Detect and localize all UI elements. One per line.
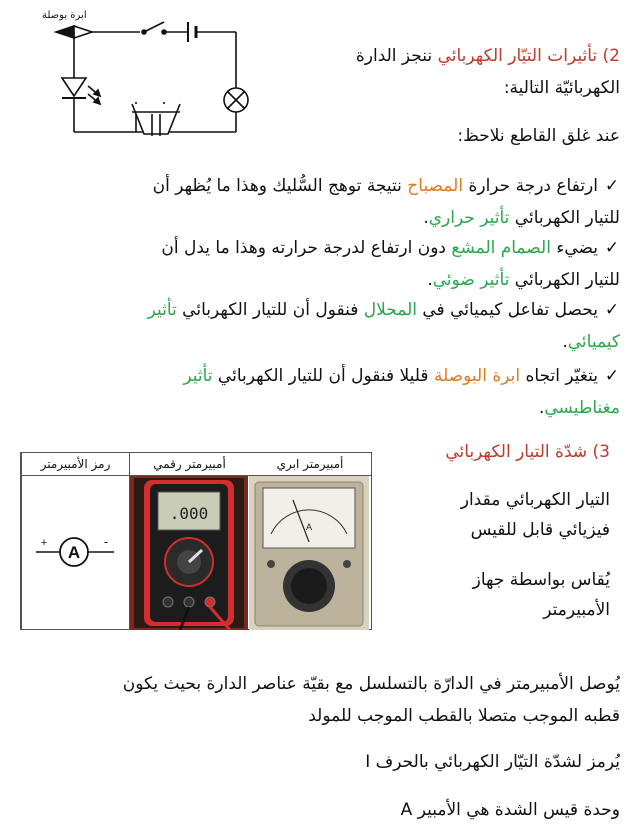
section2-title: تأثيرات التيّار الكهربائي	[437, 46, 598, 66]
list-item-cont: مغناطيسي.	[538, 398, 620, 418]
battery-icon	[188, 22, 196, 42]
ammeter-symbol-icon	[22, 476, 128, 630]
desc-line: يُقاس بواسطة جهاز	[472, 570, 610, 590]
table-header: رمز الأمبيرمتر	[22, 453, 129, 476]
electrolyzer-icon	[132, 102, 180, 136]
list-item: ✓يحصل تفاعل كيميائي في المحلال فنقول أن للتيار الكهربائي تأثير	[147, 300, 620, 320]
desc-line: فيزيائي قابل للقيس	[470, 520, 610, 540]
symbol-minus: -	[103, 534, 109, 549]
desc-line: التيار الكهربائي مقدار	[460, 490, 610, 510]
switch-icon	[142, 22, 166, 34]
column-symbol	[21, 453, 129, 629]
list-item-cont: كيميائي.	[562, 332, 620, 352]
table-header: أمبيرمتر ابري	[249, 453, 371, 476]
compass-label: ابرة بوصلة	[42, 10, 87, 21]
section2-number: 2)	[602, 46, 620, 66]
led-icon	[62, 78, 100, 104]
section2-heading	[280, 44, 620, 68]
symbol-plus: +	[40, 537, 48, 549]
list-item: ✓يضيء الصمام المشع دون ارتفاع لدرجة حرارته وهذا ما يدل أن	[161, 238, 620, 258]
list-item: ✓ارتفاع درجة حرارة المصباح نتيجة توهج السُّليك وهذا ما يُظهر أن	[152, 176, 620, 196]
check-icon: ✓	[604, 176, 620, 196]
paragraph: قطبه الموجب متصلا بالقطب الموجب للمولد	[308, 706, 620, 726]
section2-intro: عند غلق القاطع نلاحظ:	[457, 126, 620, 146]
circuit-diagram	[40, 8, 262, 140]
paragraph: يُوصل الأمبيرمتر في الدارّة بالتسلسل مع بقيّة عناصر الدارة بحيث يكون	[122, 674, 620, 694]
table-header: أمبيرمتر رقمي	[130, 453, 249, 476]
paragraph: وحدة قيس الشدة هي الأمبير A	[400, 800, 620, 820]
symbol-letter: A	[67, 543, 81, 562]
list-item-cont: للتيار الكهربائي تأثير ضوئي.	[427, 270, 620, 290]
section2-title-rest: ننجز الدارة	[355, 46, 438, 66]
check-icon: ✓	[604, 300, 620, 320]
analog-ammeter-image	[249, 476, 369, 630]
column-analog	[249, 453, 371, 629]
lamp-icon	[224, 88, 248, 112]
check-icon: ✓	[604, 238, 620, 258]
section2-heading-line2: الكهربائيّة التالية:	[503, 78, 620, 98]
meter-display: .000	[169, 504, 209, 523]
circuit-svg	[40, 8, 262, 140]
section3-title: شدّة التيار الكهربائي	[445, 442, 588, 462]
column-digital	[129, 453, 249, 629]
paragraph: يُرمز لشدّة التيّار الكهربائي بالحرف I	[365, 752, 620, 772]
analog-letter: A	[305, 522, 313, 532]
check-icon: ✓	[604, 366, 620, 386]
section3-heading	[445, 440, 610, 464]
digital-ammeter-image	[130, 476, 248, 630]
desc-line: الأمبيرمتر	[543, 600, 610, 620]
list-item-cont: للتيار الكهربائي تأثير حراري.	[423, 208, 620, 228]
section3-number: 3)	[592, 442, 610, 462]
ammeter-table	[20, 452, 372, 630]
list-item: ✓يتغيّر اتجاه ابرة البوصلة قليلا فنقول أن للتيار الكهربائي تأثير	[183, 366, 620, 386]
